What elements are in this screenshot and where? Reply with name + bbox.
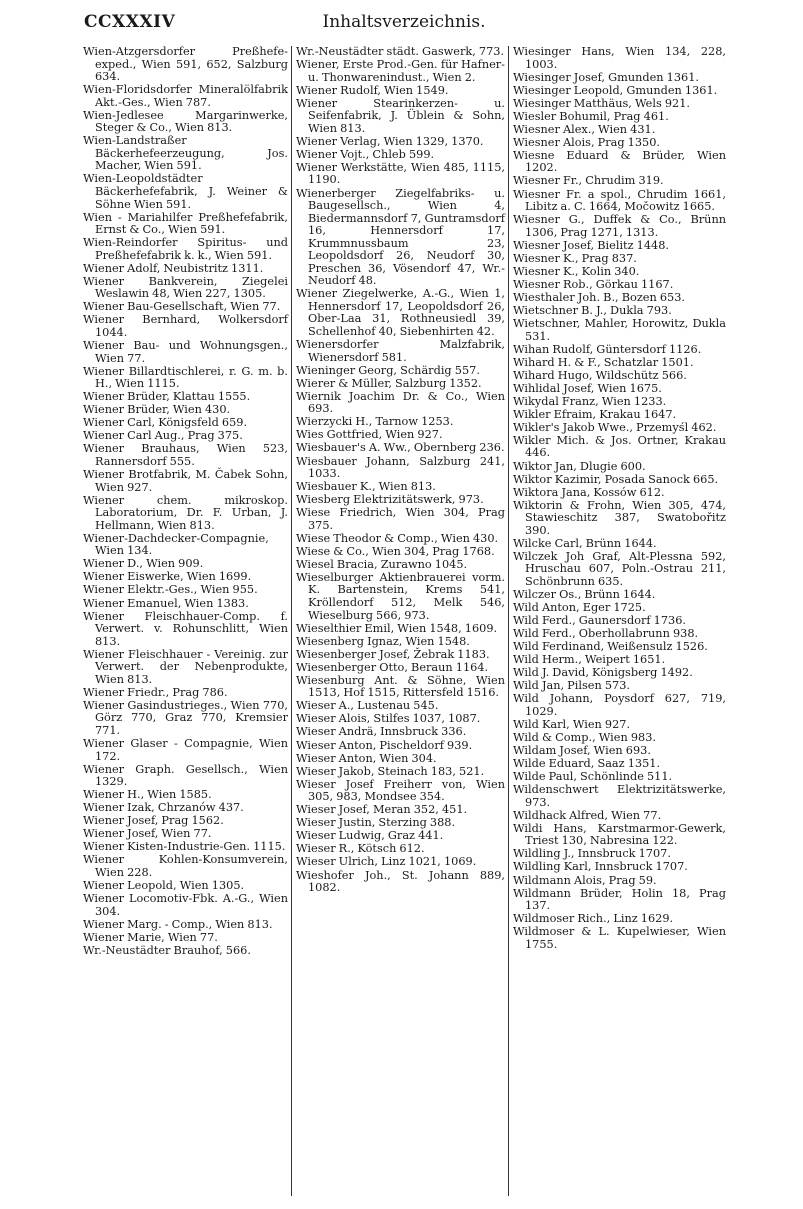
index-entry: Wiesbauer's A. Ww., Obernberg 236.	[296, 441, 505, 455]
index-entry: Wieser Josef Freiherr von, Wien 305, 983, Mondsee 354.	[296, 777, 505, 804]
index-entry: Wieser Josef, Meran 352, 451.	[296, 803, 468, 817]
index-entry: Wiesbauer Johann, Salzburg 241, 1033.	[296, 454, 505, 481]
index-entry: Wiener Eiswerke, Wien 1699.	[83, 570, 252, 584]
index-entry: Wien-Atzgersdorfer Preßhefe-exped., Wien 591, 652, Salzburg 634.	[83, 46, 288, 84]
index-column-1	[83, 46, 291, 1196]
index-entry: Wieselthier Emil, Wien 1548, 1609.	[296, 621, 498, 635]
index-entry: Wiesner Alex., Wien 431.	[513, 122, 656, 136]
index-entry: Wiener Josef, Wien 77.	[83, 827, 212, 841]
index-entry: Wiener Emanuel, Wien 1383.	[83, 596, 249, 610]
index-entry: Wild J. David, Königsberg 1492.	[513, 666, 693, 680]
index-entry: Wieser Justin, Sterzing 388.	[296, 816, 456, 830]
index-entry: Wieser Ludwig, Graz 441.	[296, 829, 444, 843]
index-entry: Wikler Mich. & Jos. Ortner, Krakau 446.	[513, 433, 726, 460]
index-entry: Wilde Eduard, Saaz 1351.	[513, 757, 661, 771]
index-entry: Wiener Gasindustrieges., Wien 770, Görz 770, Graz 770, Kremsier 771.	[83, 698, 288, 737]
index-entry: Wieser Anton, Pischeldorf 939.	[296, 738, 473, 752]
index-entry: Wildi Hans, Karstmarmor-Gewerk, Triest 130, Nabresina 122.	[513, 821, 726, 848]
index-entry: Wieser Jakob, Steinach 183, 521.	[296, 764, 485, 778]
index-entry: Wild Johann, Poysdorf 627, 719, 1029.	[513, 692, 726, 718]
index-entry: Wiesinger Leopold, Gmunden 1361.	[513, 83, 718, 97]
index-entry: Wiener Adolf, Neubistritz 1311.	[83, 261, 264, 275]
index-entry: Wiener Marg. - Comp., Wien 813.	[83, 917, 273, 931]
index-entry: Wiesenberger Otto, Beraun 1164.	[296, 660, 489, 674]
index-entry: Wien-Landstraßer Bäckerhefeerzeugung, Jos. Macher, Wien 591.	[83, 134, 288, 173]
index-entry: Wild Ferdinand, Weißensulz 1526.	[513, 640, 708, 654]
index-columns	[83, 46, 726, 1196]
index-entry: Wiener Rudolf, Wien 1549.	[296, 83, 449, 97]
index-entry: Wiesner Josef, Bielitz 1448.	[513, 238, 669, 252]
index-entry: Wieninger Georg, Schärdig 557.	[296, 363, 480, 377]
index-entry: Wiener Carl, Königsfeld 659.	[83, 416, 248, 430]
index-entry: Wiener Locomotiv-Fbk. A.-G., Wien 304.	[83, 892, 288, 918]
index-entry: Wiktor Kazimir, Posada Sanock 665.	[513, 472, 719, 486]
index-entry: Wiener Fleischhauer - Vereinig. zur Verwert. der Nebenprodukte, Wien 813.	[83, 647, 288, 686]
index-entry: Wiesthaler Joh. B., Bozen 653.	[513, 290, 685, 304]
index-entry: Wiesner Alois, Prag 1350.	[513, 135, 661, 149]
index-entry: Wikler's Jakob Wwe., Przemyśl 462.	[513, 420, 717, 434]
index-entry: Wietschner, Mahler, Horowitz, Dukla 531.	[513, 316, 726, 343]
index-entry: Wiese Friedrich, Wien 304, Prag 375.	[296, 506, 505, 532]
index-entry: Wiener Bau-Gesellschaft, Wien 77.	[83, 300, 281, 314]
index-entry: Wietschner B. J., Dukla 793.	[513, 303, 672, 317]
index-entry: Wildenschwert Elektrizitätswerke, 973.	[513, 783, 726, 809]
index-entry: Wiesenberg Ignaz, Wien 1548.	[296, 634, 470, 648]
index-entry: Wr.-Neustädter Brauhof, 566.	[83, 943, 251, 957]
index-entry: Wikler Efraim, Krakau 1647.	[513, 407, 677, 421]
index-entry: Wieser Andrä, Innsbruck 336.	[296, 725, 467, 739]
index-entry: Wilczek Joh Graf, Alt-Plessna 592, Hruschau 607, Poln.-Ostrau 211, Schönbrunn 635.	[513, 549, 726, 588]
index-entry: Wieser R., Kötsch 612.	[296, 842, 425, 856]
index-entry: Wiener Werkstätte, Wien 485, 1115, 1190.	[296, 160, 505, 187]
index-entry: Wiesinger Josef, Gmunden 1361.	[513, 70, 699, 84]
index-entry: Wiener-Dachdecker-Compagnie, Wien 134.	[83, 531, 269, 558]
index-entry: Wierer & Müller, Salzburg 1352.	[296, 376, 482, 390]
index-entry: Wild Ferd., Gaunersdorf 1736.	[513, 614, 687, 628]
index-entry: Wien-Reindorfer Spiritus- und Preßhefefabrik k. k., Wien 591.	[83, 236, 288, 262]
index-entry: Wien-Leopoldstädter Bäckerhefefabrik, J. Weiner & Söhne Wien 591.	[83, 172, 288, 211]
index-entry: Wiener D., Wien 909.	[83, 557, 204, 571]
index-entry: Wildling J., Innsbruck 1707.	[513, 847, 671, 861]
index-entry: Wiesenburg Ant. & Söhne, Wien 1513, Hof 1515, Rittersfeld 1516.	[296, 673, 505, 700]
index-entry: Wikydal Franz, Wien 1233.	[513, 394, 667, 408]
index-entry: Wiener Kisten-Industrie-Gen. 1115.	[83, 840, 286, 854]
page-header	[84, 12, 724, 40]
index-entry: Wienersdorfer Malzfabrik, Wienersdorf 581.	[296, 338, 505, 364]
index-entry: Wiesner K., Prag 837.	[513, 251, 637, 265]
index-entry: Wiener H., Wien 1585.	[83, 788, 212, 802]
index-entry: Wien - Mariahilfer Preßhefefabrik, Ernst & Co., Wien 591.	[83, 210, 288, 237]
index-entry: Wiesberg Elektrizitätswerk, 973.	[296, 493, 484, 507]
index-entry: Wildmann Alois, Prag 59.	[513, 873, 657, 887]
index-entry: Wiener Bernhard, Wolkersdorf 1044.	[83, 313, 288, 340]
index-entry: Wiener Leopold, Wien 1305.	[83, 879, 245, 893]
index-entry: Wiesner Fr. a spol., Chrudim 1661, Libitz a. C. 1664, Močowitz 1665.	[513, 187, 726, 214]
index-entry: Wiener Josef, Prag 1562.	[83, 814, 224, 828]
index-entry: Wihlidal Josef, Wien 1675.	[513, 381, 662, 395]
index-entry: Wiener Elektr.-Ges., Wien 955.	[83, 583, 258, 597]
index-entry: Wild Karl, Wien 927.	[513, 717, 631, 731]
index-entry: Wildhack Alfred, Wien 77.	[513, 808, 662, 822]
index-entry: Wiktora Jana, Kossów 612.	[513, 485, 665, 499]
index-entry: Wihard H. & F., Schatzlar 1501.	[513, 355, 694, 369]
index-entry: Wiernik Joachim Dr. & Co., Wien 693.	[296, 389, 505, 416]
index-entry: Wiener Graph. Gesellsch., Wien 1329.	[83, 762, 288, 789]
index-entry: Wien-Jedlesee Margarinwerke, Steger & Co., Wien 813.	[83, 108, 288, 135]
index-entry: Wiese & Co., Wien 304, Prag 1768.	[296, 544, 495, 558]
index-entry: Wiktor Jan, Dlugie 600.	[513, 459, 646, 473]
index-entry: Wiener Stearinkerzen- u. Seifenfabrik, J. Üblein & Sohn, Wien 813.	[296, 96, 505, 135]
index-entry: Wiener Vojt., Chleb 599.	[296, 147, 435, 161]
index-entry: Wiener Carl Aug., Prag 375.	[83, 429, 243, 443]
index-entry: Wildam Josef, Wien 693.	[513, 744, 651, 758]
index-entry: Wiesinger Hans, Wien 134, 228, 1003.	[513, 46, 726, 71]
index-entry: Wr.-Neustädter städt. Gaswerk, 773.	[296, 46, 505, 58]
index-entry: Wies Gottfried, Wien 927.	[296, 428, 443, 442]
index-entry: Wilcke Carl, Brünn 1644.	[513, 536, 657, 550]
index-entry: Wiener Brotfabrik, M. Čabek Sohn, Wien 927.	[83, 468, 288, 494]
index-entry: Wienerberger Ziegelfabriks- u. Baugesellsch., Wien 4, Biedermannsdorf 7, Guntramsdorf 16, Hennersdorf 17, Krummnussbaum 23, Leopoldsdorf 26, Neudorf 30, Preschen 36, Vösendorf 47, Wr.-Neudorf 48.	[296, 186, 505, 288]
index-entry: Wiesner Fr., Chrudim 319.	[513, 174, 664, 188]
index-entry: Wiener Ziegelwerke, A.-G., Wien 1, Hennersdorf 17, Leopoldsdorf 26, Ober-Laa 31, Rothneusiedl 39, Schellenhof 40, Siebenhirten 42.	[296, 287, 505, 339]
index-entry: Wieser Anton, Wien 304.	[296, 751, 437, 765]
index-entry: Wiktorin & Frohn, Wien 305, 474, Stawieschitz 387, Swatobořitz 390.	[513, 498, 726, 537]
index-entry: Wild Ferd., Oberhollabrunn 938.	[513, 627, 699, 641]
index-entry: Wild & Comp., Wien 983.	[513, 730, 657, 744]
index-entry: Wiesler Bohumil, Prag 461.	[513, 109, 669, 123]
index-entry: Wiener Kohlen-Konsumverein, Wien 228.	[83, 853, 288, 879]
index-entry: Wilde Paul, Schönlinde 511.	[513, 770, 673, 784]
index-entry: Wiesner G., Duffek & Co., Brünn 1306, Prag 1271, 1313.	[513, 213, 726, 239]
index-entry: Wiener Bankverein, Ziegelei Weslawin 48, Wien 227, 1305.	[83, 274, 288, 301]
index-entry: Wieser A., Lustenau 545.	[296, 699, 439, 713]
index-entry: Wiesinger Matthäus, Wels 921.	[513, 96, 690, 110]
index-entry: Wihan Rudolf, Güntersdorf 1126.	[513, 342, 702, 356]
index-entry: Wien-Floridsdorfer Mineralölfabrik Akt.-Ges., Wien 787.	[83, 83, 288, 109]
index-entry: Wieshofer Joh., St. Johann 889, 1082.	[296, 868, 505, 895]
index-entry: Wieser Alois, Stilfes 1037, 1087.	[296, 712, 481, 726]
index-entry: Wiener Bau- und Wohnungsgen., Wien 77.	[83, 339, 288, 365]
index-entry: Wierzycki H., Tarnow 1253.	[296, 415, 454, 429]
index-entry: Wiesner K., Kolin 340.	[513, 264, 640, 278]
index-entry: Wiener Izak, Chrzanów 437.	[83, 801, 244, 815]
index-entry: Wiese Theodor & Comp., Wien 430.	[296, 531, 499, 545]
index-entry: Wilczer Os., Brünn 1644.	[513, 587, 656, 601]
index-column-3	[508, 46, 726, 1196]
index-entry: Wiener Brüder, Wien 430.	[83, 403, 231, 417]
index-entry: Wiener, Erste Prod.-Gen. für Hafner- u. Thonwarenindust., Wien 2.	[296, 58, 505, 84]
index-entry: Wiener Brauhaus, Wien 523, Rannersdorf 555.	[83, 442, 288, 468]
index-entry: Wildling Karl, Innsbruck 1707.	[513, 860, 688, 874]
index-entry: Wiesel Bracia, Zurawno 1045.	[296, 557, 468, 571]
index-entry: Wiesenberger Josef, Žebrak 1183.	[296, 647, 490, 661]
index-entry: Wiesne Eduard & Brüder, Wien 1202.	[513, 148, 726, 175]
index-entry: Wild Jan, Pilsen 573.	[513, 679, 631, 693]
index-entry: Wiener Friedr., Prag 786.	[83, 685, 228, 699]
index-column-2	[291, 46, 508, 1196]
index-entry: Wiesbauer K., Wien 813.	[296, 480, 436, 494]
index-entry: Wiener Brüder, Klattau 1555.	[83, 390, 251, 404]
index-entry: Wieser Ulrich, Linz 1021, 1069.	[296, 855, 477, 869]
index-entry: Wiesner Rob., Görkau 1167.	[513, 277, 674, 291]
index-entry: Wildmoser Rich., Linz 1629.	[513, 912, 674, 926]
index-entry: Wild Anton, Eger 1725.	[513, 601, 646, 615]
page-title: Inhaltsverzeichnis.	[322, 12, 486, 32]
index-entry: Wild Herm., Weipert 1651.	[513, 653, 666, 667]
index-entry: Wiener Marie, Wien 77.	[83, 930, 218, 944]
index-entry: Wildmann Brüder, Holin 18, Prag 137.	[513, 886, 726, 913]
index-entry: Wiener Fleischhauer-Comp. f. Verwert. v. Rohunschlitt, Wien 813.	[83, 609, 288, 648]
index-entry: Wieselburger Aktienbrauerei vorm. K. Bartenstein, Krems 541, Kröllendorf 512, Melk 546, Wieselburg 566, 973.	[296, 570, 505, 622]
index-entry: Wiener Glaser - Compagnie, Wien 172.	[83, 737, 288, 763]
index-entry: Wihard Hugo, Wildschütz 566.	[513, 368, 687, 382]
index-entry: Wildmoser & L. Kupelwieser, Wien 1755.	[513, 925, 726, 951]
index-entry: Wiener Billardtischlerei, r. G. m. b. H., Wien 1115.	[83, 364, 288, 391]
index-entry: Wiener chem. mikroskop. Laboratorium, Dr. F. Urban, J. Hellmann, Wien 813.	[83, 493, 288, 532]
index-entry: Wiener Verlag, Wien 1329, 1370.	[296, 134, 484, 148]
page-number: CCXXXIV	[84, 12, 176, 32]
